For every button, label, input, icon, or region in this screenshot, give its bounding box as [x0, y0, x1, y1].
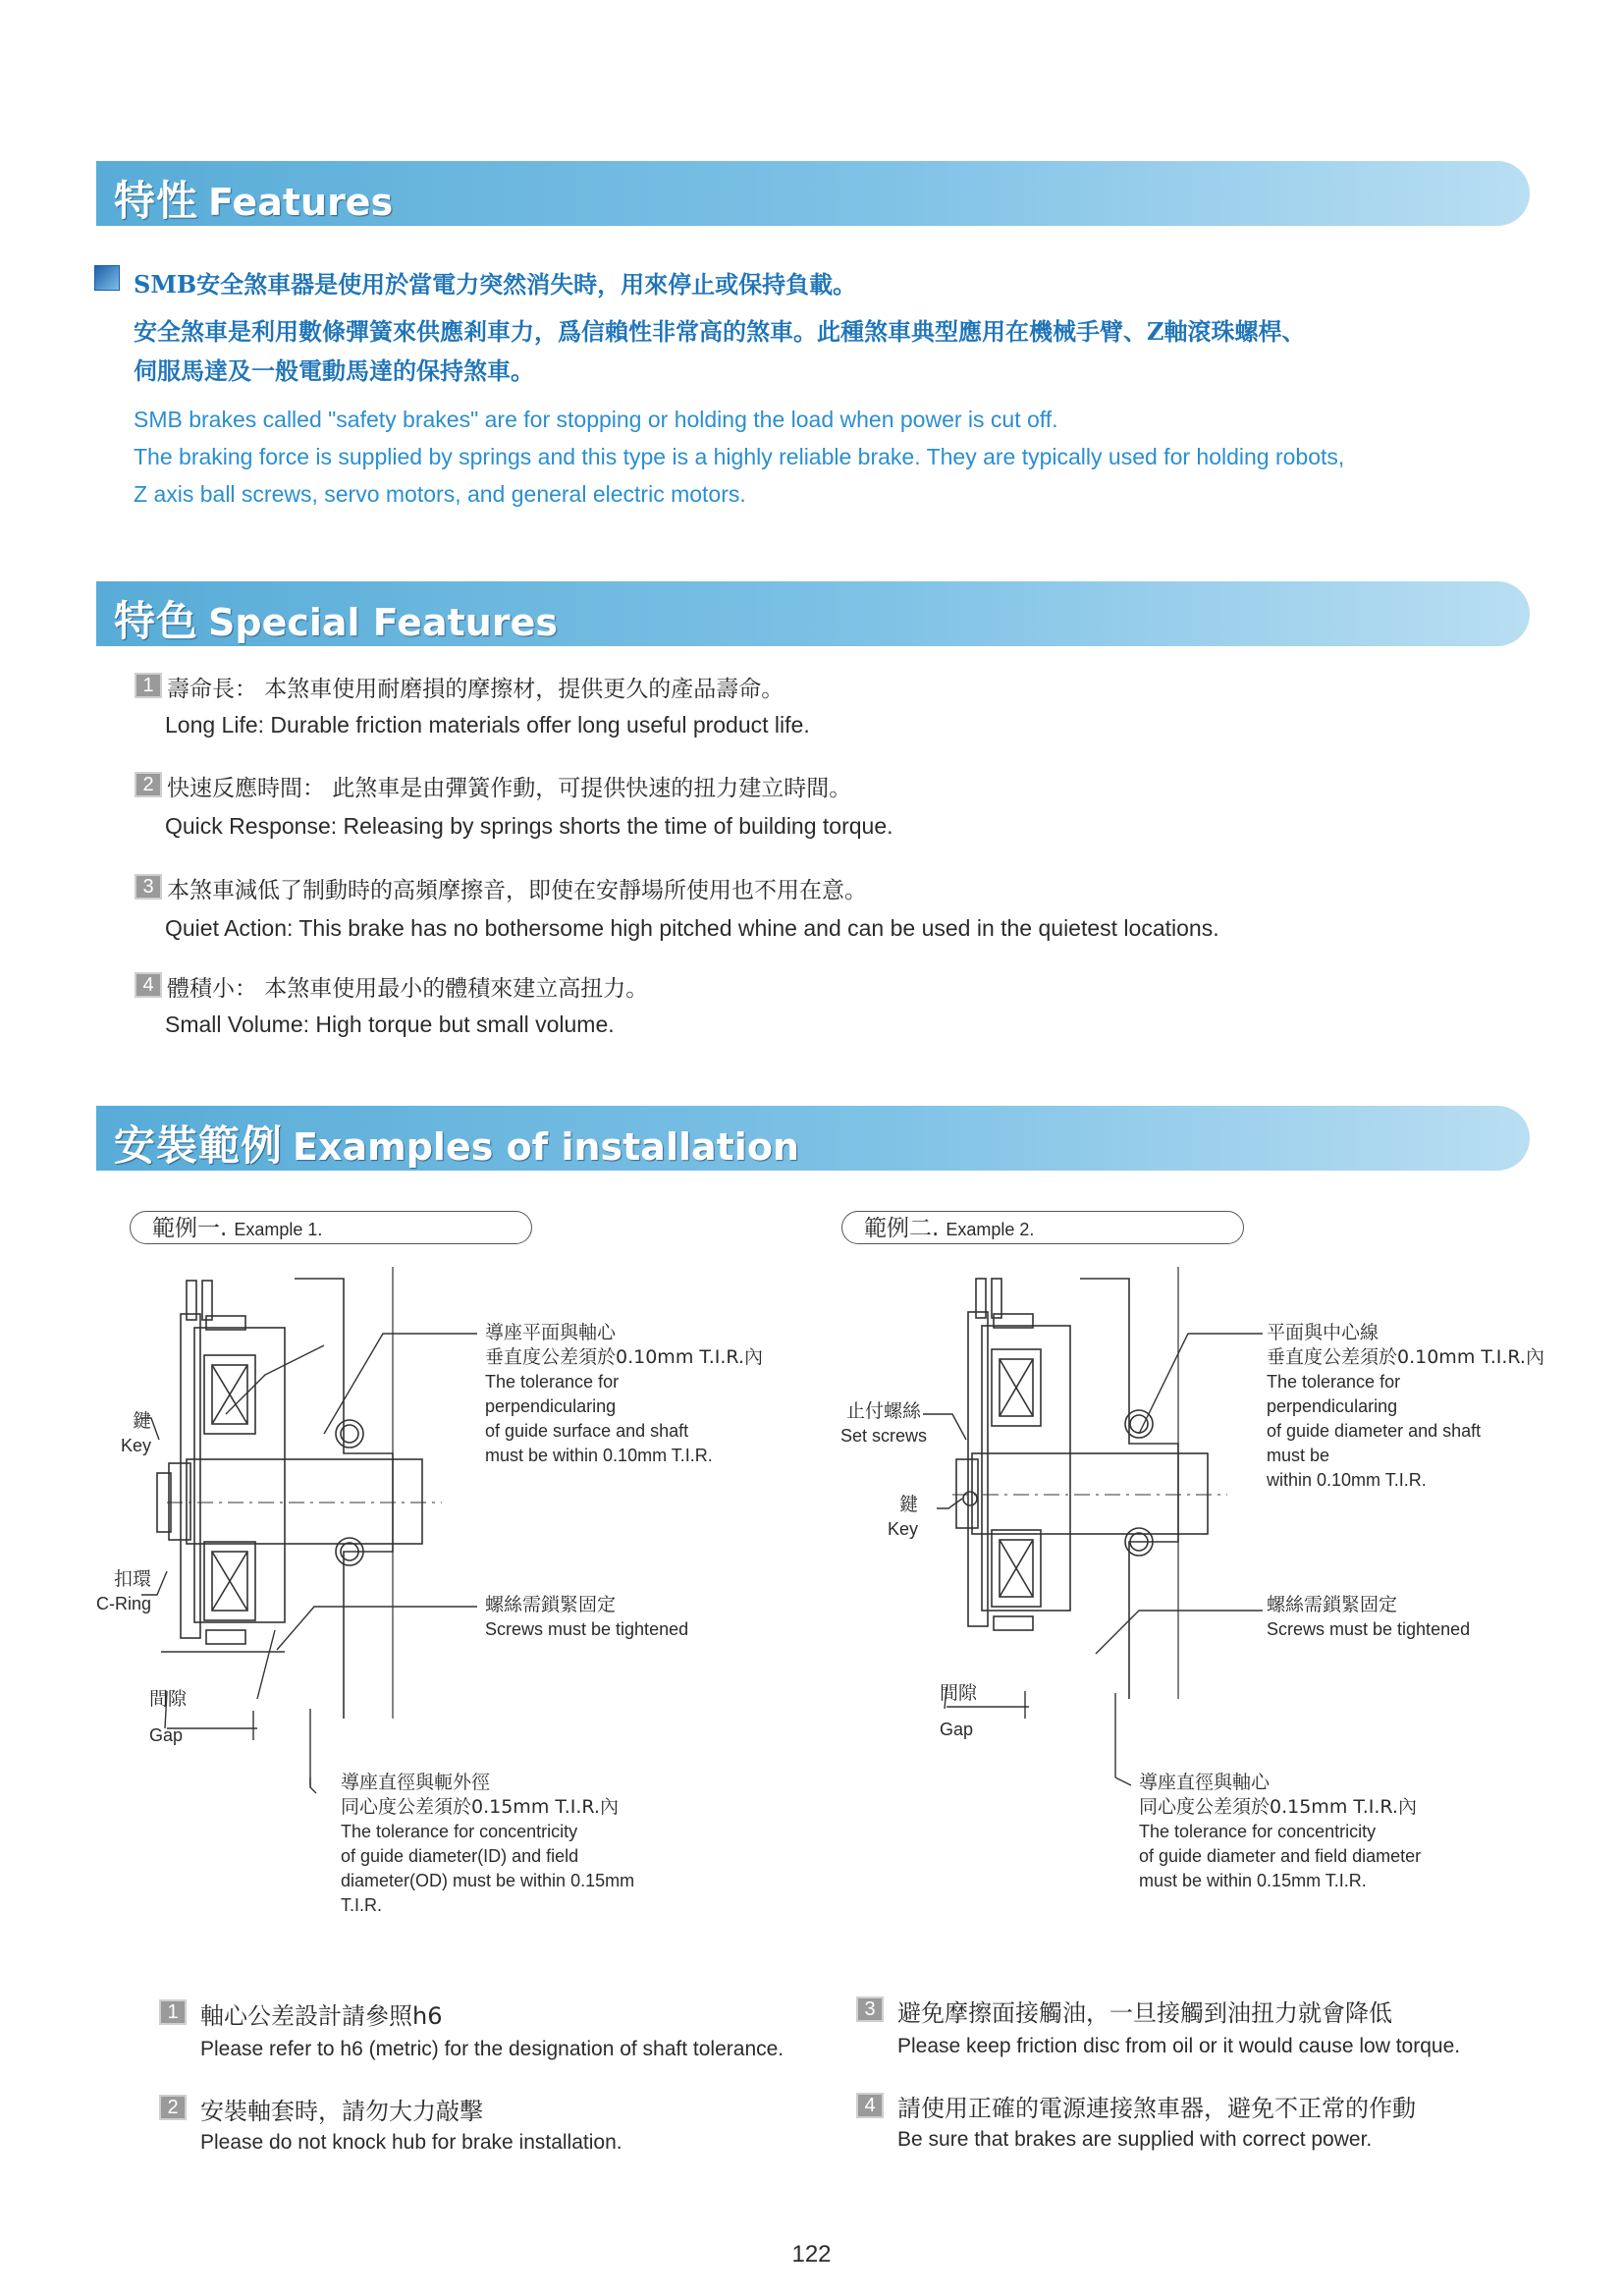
example2-gap-en: Gap [940, 1720, 974, 1739]
example2-leader-lines [923, 1316, 1276, 1827]
example2-key-en: Key [887, 1519, 918, 1539]
example2-tol1-en4: must be [1267, 1446, 1330, 1465]
example1-tol2-en4: T.I.R. [341, 1895, 383, 1915]
note-en: Please refer to h6 (metric) for the designation of shaft tolerance. [200, 2038, 784, 2060]
example1-screws-en: Screws must be tightened [485, 1619, 689, 1639]
example1-perpendicular-tolerance [485, 1321, 763, 1468]
example2-tol2-zh2: 同心度公差須於0.15mm T.I.R.內 [1139, 1796, 1417, 1818]
example1-tol2-en1: The tolerance for concentricity [341, 1822, 578, 1841]
note-zh: 安裝軸套時，請勿大力敲擊 [200, 2098, 483, 2125]
special-features-title-en: Special Features [208, 601, 558, 644]
example2-label-zh: 範例二. [864, 1216, 940, 1241]
features-en-line2: The braking force is supplied by springs and this type is a highly reliable brake. They are typically used for holding robots, [134, 444, 1345, 469]
features-en-line3: Z axis ball screws, servo motors, and general electric motors. [134, 481, 746, 507]
sf-item-zh: 快速反應時間： 此煞車是由彈簧作動，可提供快速的扭力建立時間。 [167, 776, 852, 801]
features-title [114, 169, 393, 228]
example1-tol2-en3: diameter(OD) must be within 0.15mm [341, 1871, 635, 1890]
example1-gap-zh: 間隙 [149, 1688, 188, 1710]
note-number-badge: 2 [159, 2095, 187, 2120]
example2-key-label [864, 1493, 918, 1542]
example2-screws-label [1267, 1593, 1470, 1642]
sf-item-en: Long Life: Durable friction materials offer long useful product life. [165, 712, 810, 738]
note-zh: 軸心公差設計請參照h6 [200, 2002, 443, 2030]
example2-label [841, 1211, 1244, 1244]
example2-setscrew-zh: 止付螺絲 [845, 1400, 921, 1422]
installation-title-zh: 安裝範例 [114, 1121, 284, 1170]
sf-item-en: Quiet Action: This brake has no bothersome high pitched whine and can be used in the quietest locations. [165, 915, 1219, 941]
example1-key-en: Key [120, 1436, 151, 1455]
example2-tol2-zh1: 導座直徑與軸心 [1139, 1772, 1271, 1793]
page-number: 122 [791, 2241, 832, 2268]
note-zh: 避免摩擦面接觸油，一旦接觸到油扭力就會降低 [897, 1999, 1392, 2027]
example1-cring-en: C-Ring [95, 1594, 151, 1613]
installation-title [114, 1114, 799, 1173]
example2-gap-zh: 間隙 [940, 1682, 978, 1704]
sf-number-badge: 3 [135, 874, 162, 900]
sf-number-badge: 1 [135, 673, 162, 698]
example1-cring-zh: 扣環 [113, 1568, 151, 1590]
special-features-title [114, 589, 558, 648]
features-zh-line1: SMB安全煞車器是使用於當電力突然消失時，用來停止或保持負載。 [134, 270, 857, 299]
example1-tol2-zh1: 導座直徑與軛外徑 [341, 1772, 491, 1793]
sf-number-badge: 2 [135, 772, 162, 797]
sf-item-zh: 壽命長： 本煞車使用耐磨損的摩擦材，提供更久的產品壽命。 [167, 677, 784, 702]
example2-tol2-en3: must be within 0.15mm T.I.R. [1139, 1871, 1367, 1890]
example1-tol1-en3: of guide surface and shaft [485, 1421, 689, 1441]
example2-gap-label [940, 1681, 977, 1742]
note-en: Be sure that brakes are supplied with correct power. [897, 2128, 1373, 2151]
example1-tol1-en4: must be within 0.10mm T.I.R. [485, 1446, 713, 1465]
features-zh-line2: 安全煞車是利用數條彈簧來供應剎車力，爲信賴性非常高的煞車。此種煞車典型應用在機械手臂、Z軸滾珠螺桿、 [134, 317, 1306, 346]
special-features-banner [96, 581, 1530, 646]
example1-concentricity-tolerance [341, 1771, 634, 1918]
example1-key-zh: 鍵 [132, 1410, 151, 1432]
example1-screws-zh: 螺絲需鎖緊固定 [485, 1594, 617, 1615]
example1-tol2-zh2: 同心度公差須於0.15mm T.I.R.內 [341, 1796, 619, 1818]
features-title-en: Features [208, 181, 394, 224]
example2-label-en: Example 2. [946, 1220, 1035, 1239]
sf-item-zh: 本煞車減低了制動時的高頻摩擦音，即使在安靜場所使用也不用在意。 [167, 878, 867, 903]
features-banner [96, 161, 1530, 226]
note-en: Please do not knock hub for brake installation. [200, 2131, 622, 2154]
example1-tol2-en2: of guide diameter(ID) and field [341, 1846, 579, 1866]
sf-item-zh: 體積小： 本煞車使用最小的體積來建立高扭力。 [167, 976, 649, 1002]
example1-tol1-zh1: 導座平面與軸心 [485, 1322, 617, 1343]
example2-screws-zh: 螺絲需鎖緊固定 [1267, 1594, 1398, 1615]
example2-perpendicular-tolerance [1267, 1321, 1544, 1493]
example1-label-zh: 範例一. [152, 1216, 228, 1241]
sf-item-en: Quick Response: Releasing by springs shorts the time of building torque. [165, 813, 893, 839]
note-en: Please keep friction disc from oil or it would cause low torque. [897, 2035, 1461, 2057]
features-zh-line3: 伺服馬達及一般電動馬達的保持煞車。 [134, 356, 534, 385]
features-title-zh: 特性 [114, 177, 199, 225]
example2-screws-en: Screws must be tightened [1267, 1619, 1471, 1639]
example2-tol1-en5: within 0.10mm T.I.R. [1267, 1470, 1427, 1490]
example1-gap-label [149, 1687, 187, 1748]
sf-item-en: Small Volume: High torque but small volume. [165, 1011, 615, 1037]
example1-tol1-en1: The tolerance for [485, 1372, 620, 1392]
special-features-title-zh: 特色 [114, 597, 199, 645]
note-zh: 請使用正確的電源連接煞車器，避免不正常的作動 [897, 2095, 1416, 2122]
example2-tol2-en1: The tolerance for concentricity [1139, 1822, 1377, 1841]
square-bullet-icon [94, 265, 120, 291]
sf-number-badge: 4 [135, 972, 162, 998]
example1-gap-en: Gap [149, 1725, 184, 1745]
note-number-badge: 1 [159, 1999, 187, 2025]
installation-title-en: Examples of installation [293, 1125, 799, 1169]
example2-tol2-en2: of guide diameter and field diameter [1139, 1846, 1422, 1866]
example2-key-zh: 鍵 [898, 1494, 918, 1515]
features-en-line1: SMB brakes called "safety brakes" are for stopping or holding the load when power is cut off. [134, 407, 1058, 432]
note-number-badge: 3 [856, 1996, 884, 2022]
example1-screws-label [485, 1593, 688, 1642]
example2-setscrew-en: Set screws [839, 1426, 928, 1446]
example1-key-label [108, 1409, 151, 1458]
example1-tol1-en2: perpendicularing [485, 1396, 617, 1416]
example2-tol1-en2: perpendicularing [1267, 1396, 1398, 1416]
example2-tol1-en1: The tolerance for [1267, 1372, 1401, 1392]
example2-tol1-en3: of guide diameter and shaft [1267, 1421, 1482, 1441]
example1-cring-label [79, 1567, 151, 1616]
example2-setscrew-label [830, 1399, 938, 1449]
example1-tol1-zh2: 垂直度公差須於0.10mm T.I.R.內 [485, 1346, 763, 1368]
note-number-badge: 4 [856, 2093, 884, 2118]
example2-concentricity-tolerance [1139, 1771, 1421, 1893]
installation-banner [96, 1106, 1530, 1171]
example2-tol1-zh1: 平面與中心線 [1267, 1322, 1380, 1343]
example2-tol1-zh2: 垂直度公差須於0.10mm T.I.R.內 [1267, 1346, 1544, 1368]
example1-label-en: Example 1. [234, 1220, 323, 1239]
example1-label [130, 1211, 532, 1244]
